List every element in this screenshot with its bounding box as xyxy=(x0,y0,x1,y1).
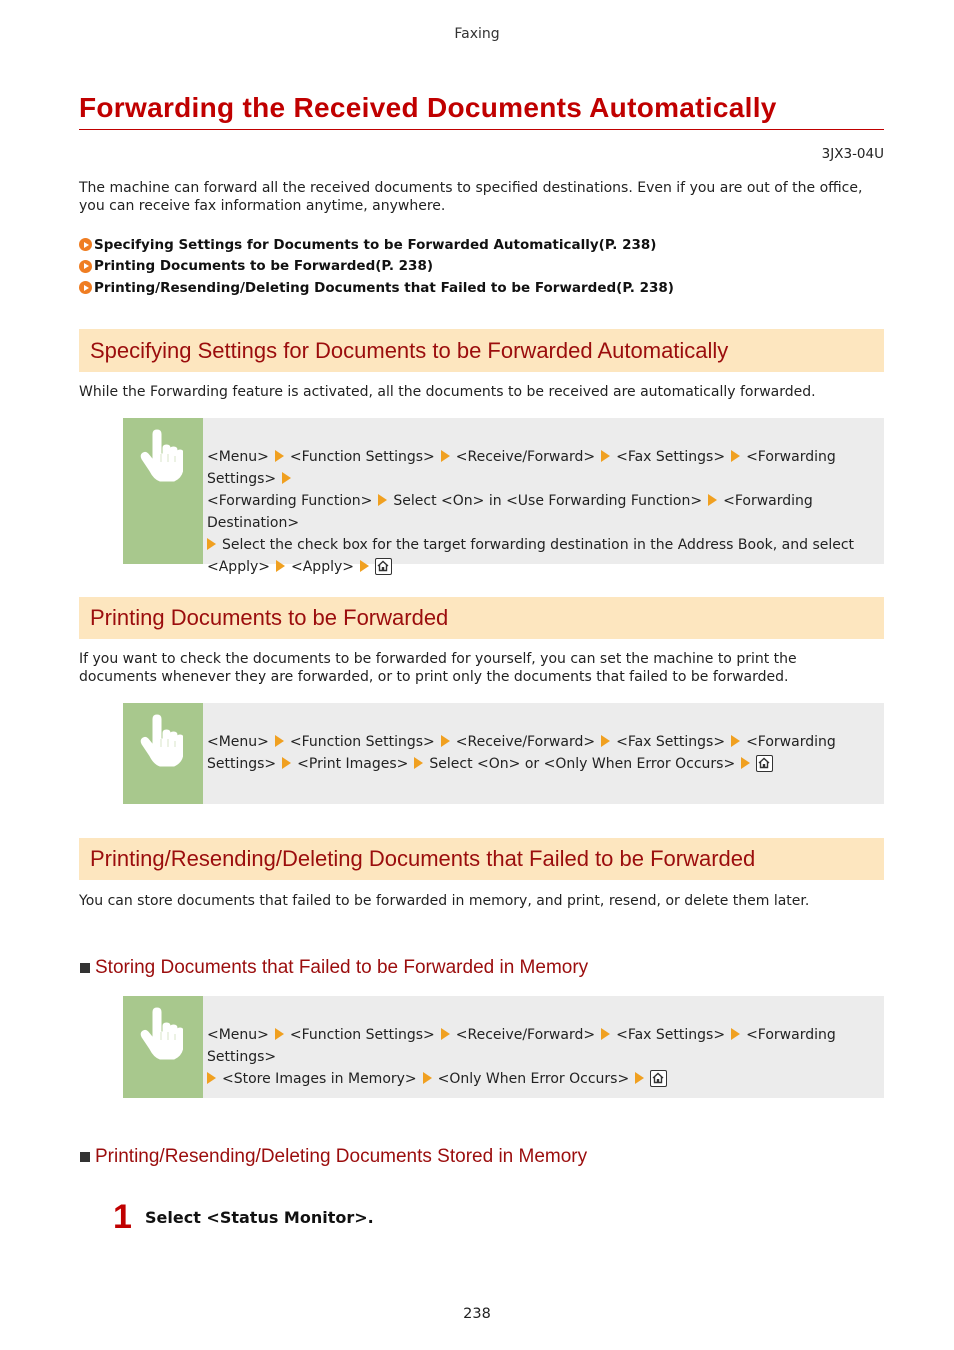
home-icon xyxy=(375,558,392,575)
step-receive-forward: <Receive/Forward> xyxy=(455,1027,596,1043)
arrow-icon xyxy=(731,1028,740,1040)
step-number: 1 xyxy=(113,1198,132,1236)
step-menu: <Menu> xyxy=(207,734,269,750)
arrow-icon xyxy=(741,757,750,769)
section-heading-failed: Printing/Resending/Deleting Documents that Failed to be Forwarded xyxy=(79,838,884,880)
home-icon xyxy=(650,1070,667,1087)
step-menu: <Menu> xyxy=(207,1027,269,1043)
arrow-icon xyxy=(708,494,717,506)
section-3-body: You can store documents that failed to be forwarded in memory, and print, resend, or delete them later. xyxy=(79,893,810,909)
step-store-images: <Store Images in Memory> xyxy=(222,1071,417,1087)
step-select-on: Select <On> or <Only When Error Occurs> xyxy=(429,756,736,772)
arrow-icon xyxy=(207,1072,216,1084)
arrow-icon xyxy=(378,494,387,506)
section-2-body: If you want to check the documents to be forwarded for yourself, you can set the machine to print the documents whenever they are forwarded, or to print only the documents that failed to be forwarded. xyxy=(79,651,797,685)
intro-paragraph: The machine can forward all the received documents to specified destinations. Even if you are out of the office, you can receive fax information anytime, anywhere. xyxy=(79,180,863,214)
arrow-icon xyxy=(731,450,740,462)
arrow-icon xyxy=(207,538,216,550)
link-bullet-icon xyxy=(79,260,92,273)
step-function-settings: <Function Settings> xyxy=(289,1027,435,1043)
arrow-icon xyxy=(441,735,450,747)
section-heading-printing: Printing Documents to be Forwarded xyxy=(79,597,884,639)
link-bullet-icon xyxy=(79,238,92,251)
arrow-icon xyxy=(601,1028,610,1040)
section-links xyxy=(79,234,674,299)
arrow-icon xyxy=(282,757,291,769)
link-label: Printing/Resending/Deleting Documents that Failed to be Forwarded(P. 238) xyxy=(94,279,674,296)
arrow-icon xyxy=(441,450,450,462)
procedure-steps-3 xyxy=(203,996,884,1098)
step-forwarding-function: <Forwarding Function> xyxy=(207,493,373,509)
procedure-steps-1: <Menu> <Function Settings> <Receive/Forward> <Fax Settings> <Forwarding Settings> <Forwarding Function> Select <On> in <Use Forwarding Function> <Forwarding Destination> Select the check box for the target forwarding destination in the Address Book, and select <Apply> <Apply> xyxy=(207,449,855,575)
step-fax-settings: <Fax Settings> xyxy=(616,1027,726,1043)
link-printing-documents[interactable] xyxy=(79,256,674,278)
subsection-heading-printing-stored xyxy=(79,1146,587,1168)
procedure-steps-2: <Menu> <Function Settings> <Receive/Forward> <Fax Settings> <Forwarding Settings> <Print Images> Select <On> or <Only When Error Occurs> xyxy=(207,734,836,772)
home-icon xyxy=(756,755,773,772)
page-title: Forwarding the Received Documents Automatically xyxy=(79,92,884,130)
step-forwarding-settings: <Forwarding Settings> xyxy=(207,1027,836,1065)
arrow-icon xyxy=(275,450,284,462)
arrow-icon xyxy=(601,735,610,747)
arrow-icon xyxy=(282,472,291,484)
procedure-box-1 xyxy=(123,418,884,575)
hand-pointer-icon xyxy=(123,703,203,804)
hand-pointer-icon xyxy=(123,996,203,1098)
document-id: 3JX3-04U xyxy=(821,146,884,162)
step-use-forwarding: Select <On> in <Use Forwarding Function> xyxy=(393,493,703,509)
square-bullet-icon xyxy=(80,963,90,973)
step-function-settings: <Function Settings> xyxy=(289,734,435,750)
link-label: Printing Documents to be Forwarded(P. 238) xyxy=(94,258,434,275)
section-1-body: While the Forwarding feature is activated, all the documents to be received are automatically forwarded. xyxy=(79,384,816,400)
arrow-icon xyxy=(275,735,284,747)
arrow-icon xyxy=(731,735,740,747)
arrow-icon xyxy=(276,560,285,572)
arrow-icon xyxy=(441,1028,450,1040)
arrow-icon xyxy=(360,560,369,572)
running-header: Faxing xyxy=(454,26,500,42)
page-number: 238 xyxy=(463,1306,491,1322)
procedure-box-3 xyxy=(123,996,884,1098)
arrow-icon xyxy=(635,1072,644,1084)
step-receive-forward: <Receive/Forward> xyxy=(455,734,596,750)
subsection-title: Storing Documents that Failed to be Forwarded in Memory xyxy=(95,957,589,978)
link-specifying-settings[interactable] xyxy=(79,234,674,256)
step-only-when-error: <Only When Error Occurs> xyxy=(437,1071,630,1087)
subsection-title: Printing/Resending/Deleting Documents Stored in Memory xyxy=(95,1146,588,1167)
step-fax-settings: <Fax Settings> xyxy=(616,449,726,465)
subsection-heading-storing xyxy=(79,957,588,979)
procedure-box-2 xyxy=(123,703,884,804)
step-fax-settings: <Fax Settings> xyxy=(616,734,726,750)
step-forwarding-destination: <Forwarding Destination> xyxy=(207,493,813,531)
arrow-icon xyxy=(601,450,610,462)
section-heading-specifying: Specifying Settings for Documents to be Forwarded Automatically xyxy=(79,329,884,372)
hand-pointer-icon xyxy=(123,418,203,564)
link-label: Specifying Settings for Documents to be Forwarded Automatically(P. 238) xyxy=(94,236,657,253)
arrow-icon xyxy=(275,1028,284,1040)
step-print-images: <Print Images> xyxy=(297,756,409,772)
step-forwarding-settings: <Forwarding Settings> xyxy=(207,449,836,487)
step-instruction: Select <Status Monitor>. xyxy=(145,1208,374,1227)
step-function-settings: <Function Settings> xyxy=(289,449,435,465)
arrow-icon xyxy=(414,757,423,769)
link-bullet-icon xyxy=(79,281,92,294)
step-menu: <Menu> xyxy=(207,449,269,465)
link-failed-documents[interactable] xyxy=(79,277,674,299)
square-bullet-icon xyxy=(80,1152,90,1162)
step-receive-forward: <Receive/Forward> xyxy=(455,449,596,465)
step-apply: <Apply> xyxy=(291,559,354,575)
arrow-icon xyxy=(423,1072,432,1084)
